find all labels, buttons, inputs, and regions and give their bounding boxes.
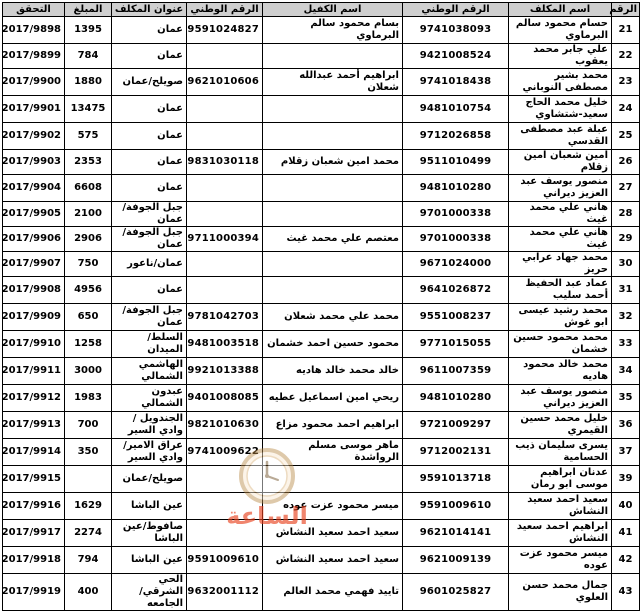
cell-address: عراق الامير/وادي السير xyxy=(112,439,187,466)
cell-amount: 650 xyxy=(65,304,112,331)
cell-amount: 1629 xyxy=(65,493,112,520)
cell-national-id: 9591013718 xyxy=(403,466,509,493)
cell-sponsor-national-id: 9591024827 xyxy=(187,17,263,44)
cell-verification: 2017/9918 xyxy=(3,547,65,574)
table-row xyxy=(3,520,640,547)
cell-verification: 2017/9908 xyxy=(3,277,65,304)
cell-num: 26 xyxy=(612,150,640,175)
cell-national-id: 9671024000 xyxy=(403,252,509,277)
cell-verification: 2017/9915 xyxy=(3,466,65,493)
cell-sponsor-national-id: 9591009610 xyxy=(187,547,263,574)
cell-amount: 1880 xyxy=(65,69,112,96)
cell-verification: 2017/9904 xyxy=(3,175,65,202)
cell-num: 23 xyxy=(612,69,640,96)
cell-sponsor-national-id: 9481003518 xyxy=(187,331,263,358)
table-row xyxy=(3,150,640,175)
cell-sponsor-national-id: 9621010606 xyxy=(187,69,263,96)
cell-sponsor xyxy=(263,96,403,123)
cell-sponsor xyxy=(263,175,403,202)
table-row xyxy=(3,574,640,611)
table-row xyxy=(3,277,640,304)
cell-sponsor: محمد امين شعبان زقلام xyxy=(263,150,403,175)
cell-name: عبلة عبد مصطفى القدسي xyxy=(509,123,612,150)
cell-national-id: 9421008524 xyxy=(403,44,509,69)
table-body xyxy=(3,17,640,611)
cell-sponsor xyxy=(263,466,403,493)
cell-address: صويلح/عمان xyxy=(112,69,187,96)
cell-address: جبل الجوفة/عمان xyxy=(112,304,187,331)
cell-sponsor: بسام محمود سالم البرماوي xyxy=(263,17,403,44)
header-verification: التحقق xyxy=(3,3,65,17)
cell-verification: 2017/9899 xyxy=(3,44,65,69)
records-table-container xyxy=(1,2,639,609)
cell-amount: 13475 xyxy=(65,96,112,123)
cell-amount: 3000 xyxy=(65,358,112,385)
cell-num: 27 xyxy=(612,175,640,202)
table-row xyxy=(3,493,640,520)
header-sponsor: اسم الكفيل xyxy=(263,3,403,17)
cell-address: عمان xyxy=(112,17,187,44)
cell-num: 29 xyxy=(612,227,640,252)
cell-national-id: 9611007359 xyxy=(403,358,509,385)
cell-address: عمان xyxy=(112,123,187,150)
cell-amount: 700 xyxy=(65,412,112,439)
cell-sponsor-national-id xyxy=(187,96,263,123)
cell-address: عمان xyxy=(112,175,187,202)
cell-amount: 6608 xyxy=(65,175,112,202)
table-row xyxy=(3,96,640,123)
cell-national-id: 9481010280 xyxy=(403,385,509,412)
table-row xyxy=(3,331,640,358)
cell-num: 41 xyxy=(612,520,640,547)
table-row xyxy=(3,69,640,96)
table-row xyxy=(3,439,640,466)
cell-amount: 400 xyxy=(65,574,112,611)
cell-name: محمد بشير مصطفى النوباني xyxy=(509,69,612,96)
cell-sponsor xyxy=(263,277,403,304)
cell-address: عمان xyxy=(112,277,187,304)
cell-national-id: 9771015055 xyxy=(403,331,509,358)
header-address: عنوان المكلف xyxy=(112,3,187,17)
cell-sponsor: ابراهيم احمد محمود مزاع xyxy=(263,412,403,439)
cell-sponsor: محمود حسين احمد خشمان xyxy=(263,331,403,358)
cell-verification: 2017/9906 xyxy=(3,227,65,252)
cell-sponsor-national-id xyxy=(187,252,263,277)
cell-amount: 2100 xyxy=(65,202,112,227)
cell-sponsor-national-id xyxy=(187,175,263,202)
cell-name: هاني علي محمد غيث xyxy=(509,202,612,227)
cell-verification: 2017/9911 xyxy=(3,358,65,385)
cell-name: علي جابر محمد يعقوب xyxy=(509,44,612,69)
cell-sponsor: سعيد احمد سعيد النشاش xyxy=(263,547,403,574)
cell-national-id: 9481010280 xyxy=(403,175,509,202)
cell-sponsor: ريحي امين اسماعيل عطيه xyxy=(263,385,403,412)
cell-address: عين الباشا xyxy=(112,547,187,574)
cell-sponsor: تاييد فهمي محمد العالم xyxy=(263,574,403,611)
cell-sponsor-national-id: 9741009622 xyxy=(187,439,263,466)
cell-sponsor: محمد علي محمد شعلان xyxy=(263,304,403,331)
cell-num: 21 xyxy=(612,17,640,44)
cell-amount: 2906 xyxy=(65,227,112,252)
cell-verification: 2017/9919 xyxy=(3,574,65,611)
table-row xyxy=(3,547,640,574)
cell-national-id: 9741038093 xyxy=(403,17,509,44)
header-row xyxy=(3,3,640,17)
cell-amount xyxy=(65,466,112,493)
cell-amount: 2353 xyxy=(65,150,112,175)
cell-sponsor-national-id: 9401008085 xyxy=(187,385,263,412)
table-row xyxy=(3,252,640,277)
cell-sponsor xyxy=(263,252,403,277)
cell-sponsor-national-id: 9711000394 xyxy=(187,227,263,252)
cell-address: عمان xyxy=(112,44,187,69)
cell-num: 31 xyxy=(612,277,640,304)
cell-num: 22 xyxy=(612,44,640,69)
cell-amount: 4956 xyxy=(65,277,112,304)
cell-sponsor: سعيد احمد سعيد النشاش xyxy=(263,520,403,547)
cell-national-id: 9481010754 xyxy=(403,96,509,123)
cell-national-id: 9721009297 xyxy=(403,412,509,439)
cell-address: الهاشمي الشمالي xyxy=(112,358,187,385)
header-sponsor-national-id: الرقم الوطني xyxy=(187,3,263,17)
cell-address: عين الباشا xyxy=(112,493,187,520)
cell-verification: 2017/9898 xyxy=(3,17,65,44)
cell-num: 28 xyxy=(612,202,640,227)
cell-num: 43 xyxy=(612,574,640,611)
table-row xyxy=(3,17,640,44)
cell-verification: 2017/9916 xyxy=(3,493,65,520)
cell-num: 25 xyxy=(612,123,640,150)
cell-verification: 2017/9917 xyxy=(3,520,65,547)
cell-verification: 2017/9914 xyxy=(3,439,65,466)
cell-national-id: 9621009139 xyxy=(403,547,509,574)
cell-address: عمان xyxy=(112,150,187,175)
cell-national-id: 9621014141 xyxy=(403,520,509,547)
table-row xyxy=(3,175,640,202)
cell-address: الجندويل /وادي السير xyxy=(112,412,187,439)
cell-num: 37 xyxy=(612,439,640,466)
header-num: الرقم xyxy=(612,3,640,17)
table-row xyxy=(3,466,640,493)
cell-national-id: 9641026872 xyxy=(403,277,509,304)
cell-verification: 2017/9901 xyxy=(3,96,65,123)
cell-amount: 750 xyxy=(65,252,112,277)
cell-address: الحي الشرقي/الجامعه xyxy=(112,574,187,611)
cell-num: 33 xyxy=(612,331,640,358)
cell-sponsor-national-id xyxy=(187,202,263,227)
cell-national-id: 9591009610 xyxy=(403,493,509,520)
table-row xyxy=(3,123,640,150)
cell-verification: 2017/9900 xyxy=(3,69,65,96)
header-amount: المبلغ xyxy=(65,3,112,17)
cell-name: هاني علي محمد غيث xyxy=(509,227,612,252)
watermark-text: الساعة xyxy=(226,502,308,530)
cell-national-id: 9551008237 xyxy=(403,304,509,331)
table-row xyxy=(3,385,640,412)
cell-name: عماد عبد الحفيظ أحمد سليب xyxy=(509,277,612,304)
cell-sponsor-national-id xyxy=(187,123,263,150)
cell-sponsor: خالد محمد خالد هاديه xyxy=(263,358,403,385)
cell-name: ابراهيم احمد سعيد النشاش xyxy=(509,520,612,547)
cell-num: 32 xyxy=(612,304,640,331)
cell-name: عدنان ابراهيم موسى ابو رمان xyxy=(509,466,612,493)
cell-name: امين شعبان امين زقلام xyxy=(509,150,612,175)
cell-address: عمان/ناعور xyxy=(112,252,187,277)
cell-sponsor-national-id: 9921013388 xyxy=(187,358,263,385)
cell-num: 30 xyxy=(612,252,640,277)
cell-name: محمد خالد محمود هاديه xyxy=(509,358,612,385)
cell-sponsor-national-id xyxy=(187,520,263,547)
cell-amount: 2274 xyxy=(65,520,112,547)
cell-name: يسرى سليمان ذيب الحسامية xyxy=(509,439,612,466)
cell-national-id: 9701000338 xyxy=(403,202,509,227)
cell-verification: 2017/9905 xyxy=(3,202,65,227)
cell-verification: 2017/9912 xyxy=(3,385,65,412)
cell-amount: 350 xyxy=(65,439,112,466)
table-row xyxy=(3,202,640,227)
cell-sponsor-national-id xyxy=(187,277,263,304)
cell-sponsor xyxy=(263,44,403,69)
table-row xyxy=(3,412,640,439)
cell-address: صويلح/عمان xyxy=(112,466,187,493)
cell-national-id: 9511010499 xyxy=(403,150,509,175)
cell-amount: 784 xyxy=(65,44,112,69)
cell-address: عبدون الشمالي xyxy=(112,385,187,412)
cell-num: 36 xyxy=(612,412,640,439)
cell-amount: 794 xyxy=(65,547,112,574)
cell-name: جمال محمد حسن العلوي xyxy=(509,574,612,611)
cell-name: محمد محمود حسين خشمان xyxy=(509,331,612,358)
cell-name: سعيد احمد سعيد النشاش xyxy=(509,493,612,520)
cell-sponsor: ماهر موسى مسلم الرواشدة xyxy=(263,439,403,466)
cell-national-id: 9741018438 xyxy=(403,69,509,96)
cell-verification: 2017/9910 xyxy=(3,331,65,358)
cell-national-id: 9712002131 xyxy=(403,439,509,466)
cell-num: 40 xyxy=(612,493,640,520)
cell-name: حسام محمود سالم البرماوي xyxy=(509,17,612,44)
cell-name: محمد رشيد عيسى ابو غوش xyxy=(509,304,612,331)
cell-amount: 575 xyxy=(65,123,112,150)
cell-name: محمد جهاد عرابي حريز xyxy=(509,252,612,277)
cell-address: عمان xyxy=(112,96,187,123)
cell-name: ميسر محمود عزت عوده xyxy=(509,547,612,574)
cell-address: جبل الجوفة/عمان xyxy=(112,202,187,227)
cell-sponsor-national-id xyxy=(187,466,263,493)
cell-name: منصور يوسف عبد العزيز ديراني xyxy=(509,385,612,412)
header-national-id: الرقم الوطني xyxy=(403,3,509,17)
cell-sponsor-national-id: 9821010630 xyxy=(187,412,263,439)
cell-name: منصور يوسف عبد العزيز ديراني xyxy=(509,175,612,202)
cell-amount: 1258 xyxy=(65,331,112,358)
table-row xyxy=(3,227,640,252)
cell-name: خليل محمد الحاج سعيد-شتشاوي xyxy=(509,96,612,123)
cell-national-id: 9601025827 xyxy=(403,574,509,611)
header-name: اسم المكلف xyxy=(509,3,612,17)
cell-num: 39 xyxy=(612,466,640,493)
cell-national-id: 9701000338 xyxy=(403,227,509,252)
cell-address: السلط/الميدان xyxy=(112,331,187,358)
cell-sponsor-national-id xyxy=(187,44,263,69)
cell-num: 34 xyxy=(612,358,640,385)
cell-num: 35 xyxy=(612,385,640,412)
cell-sponsor: معتصم علي محمد غيث xyxy=(263,227,403,252)
cell-sponsor-national-id xyxy=(187,493,263,520)
cell-sponsor xyxy=(263,202,403,227)
cell-amount: 1983 xyxy=(65,385,112,412)
cell-verification: 2017/9902 xyxy=(3,123,65,150)
cell-num: 42 xyxy=(612,547,640,574)
records-table xyxy=(2,2,640,611)
table-row xyxy=(3,304,640,331)
cell-verification: 2017/9903 xyxy=(3,150,65,175)
table-row xyxy=(3,358,640,385)
cell-address: صافوط/عين الباشا xyxy=(112,520,187,547)
cell-sponsor: ميسر محمود عزت عوده xyxy=(263,493,403,520)
cell-verification: 2017/9907 xyxy=(3,252,65,277)
cell-verification: 2017/9913 xyxy=(3,412,65,439)
table-row xyxy=(3,44,640,69)
cell-address: جبل الجوفة/عمان xyxy=(112,227,187,252)
cell-num: 24 xyxy=(612,96,640,123)
cell-national-id: 9712026858 xyxy=(403,123,509,150)
cell-amount: 1395 xyxy=(65,17,112,44)
cell-sponsor: ابراهيم أحمد عبدالله شعلان xyxy=(263,69,403,96)
cell-name: خليل محمد حسين القيمري xyxy=(509,412,612,439)
cell-sponsor xyxy=(263,123,403,150)
cell-verification: 2017/9909 xyxy=(3,304,65,331)
cell-sponsor-national-id: 9781042703 xyxy=(187,304,263,331)
cell-sponsor-national-id: 9831030118 xyxy=(187,150,263,175)
cell-sponsor-national-id: 9632001112 xyxy=(187,574,263,611)
